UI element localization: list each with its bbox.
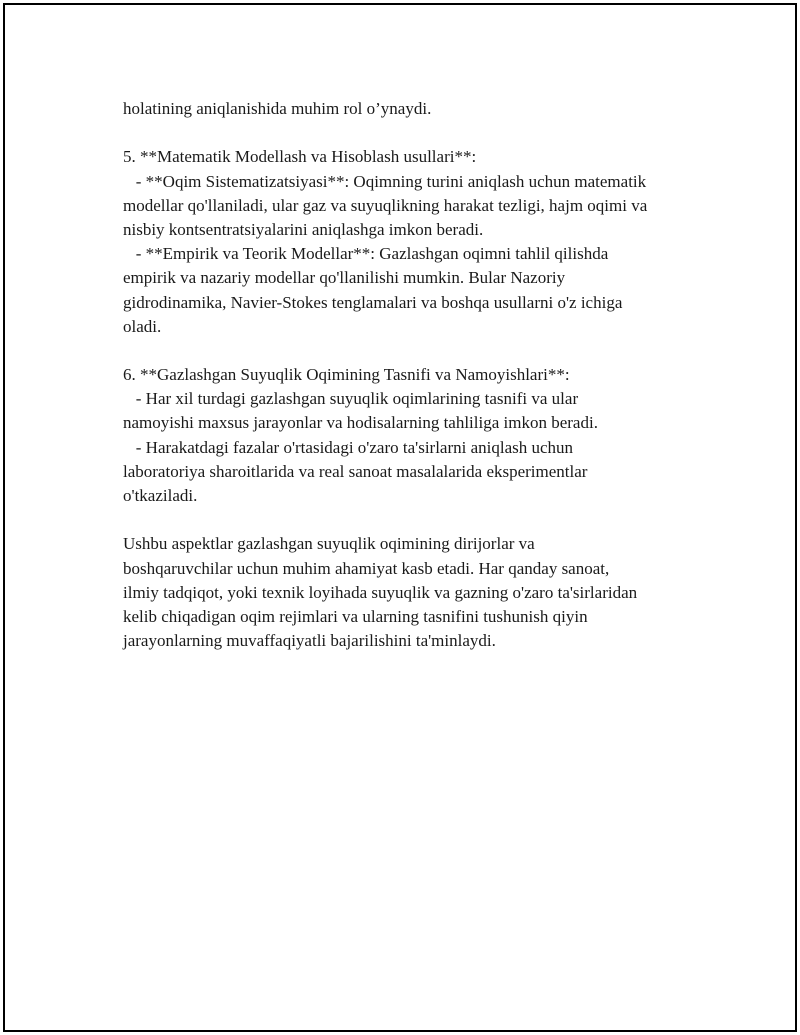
section-6-bullet-1 [123,387,703,435]
document-body [123,97,703,653]
section-6-heading: 6. **Gazlashgan Suyuqlik Oqimining Tasnifi va Namoyishlari**: [123,365,570,385]
text-line: modellar qo'llaniladi, ular gaz va suyuqlikning harakat tezligi, hajm oqimi va [123,195,648,215]
text-line: - **Empirik va Teorik Modellar**: Gazlashgan oqimni tahlil qilishda [123,244,609,264]
section-6-bullet-2 [123,436,703,509]
text-line: namoyishi maxsus jarayonlar va hodisalarning tahliliga imkon beradi. [123,413,598,433]
section-5-heading: 5. **Matematik Modellash va Hisoblash usullari**: [123,147,477,167]
conclusion-paragraph [123,532,703,653]
text-line: nisbiy kontsentratsiyalarini aniqlashga imkon beradi. [123,219,484,239]
text-line: ilmiy tadqiqot, yoki texnik loyihada suyuqlik va gazning o'zaro ta'sirlaridan [123,582,638,602]
text-line: gidrodinamika, Navier-Stokes tenglamalari va boshqa usullarni o'z ichiga [123,292,623,312]
page-frame [3,3,797,1032]
section-5-bullet-1 [123,170,703,243]
paragraph-gap [123,508,703,532]
text-line: kelib chiqadigan oqim rejimlari va ularning tasnifini tushunish qiyin [123,606,588,626]
text-line: - Harakatdagi fazalar o'rtasidagi o'zaro ta'sirlarni aniqlash uchun [123,437,574,457]
text-line: boshqaruvchilar uchun muhim ahamiyat kasb etadi. Har qanday sanoat, [123,558,610,578]
text-line: o'tkaziladi. [123,486,198,505]
text-line: Ushbu aspektlar gazlashgan suyuqlik oqimining dirijorlar va [123,534,535,554]
paragraph-gap [123,339,703,363]
text-line: oladi. [123,316,162,336]
text-line: jarayonlarning muvaffaqiyatli bajarilishini ta'minlaydi. [123,631,496,651]
section-6 [123,363,703,508]
text-line: - Har xil turdagi gazlashgan suyuqlik oqimlarining tasnifi va ular [123,389,579,409]
paragraph-gap [123,121,703,145]
section-5-bullet-2 [123,242,703,339]
intro-tail-line: holatining aniqlanishida muhim rol o’ynaydi. [123,99,432,118]
text-line: empirik va nazariy modellar qo'llanilishi mumkin. Bular Nazoriy [123,268,566,288]
section-5 [123,145,703,339]
text-line: laboratoriya sharoitlarida va real sanoat masalalarida eksperimentlar [123,461,588,481]
text-line: - **Oqim Sistematizatsiyasi**: Oqimning turini aniqlash uchun matematik [123,171,647,191]
